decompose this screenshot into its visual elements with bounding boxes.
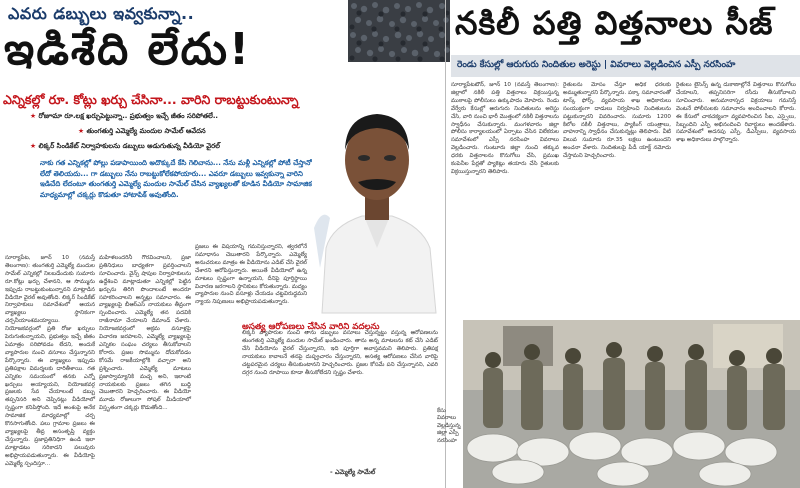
article-column: మహిళలందరినీ గౌరవించాలని, ప్రజా ప్రతినిధులు బాధ్యతగా ప్రవర్తించాలని సూచించారు. వైన్స్ షాపుల నిర్వాహకులను ఉద్దేశించి మాట్లాడుతూ ఎన్నికల్లో పెట్టిన ఖర్చును తిరిగి పొందాలంటే అందరూ సహకరించాలని అన్నట్లు సమాచారం. ఈ వ్యాఖ్యలపై బీఆర్ఎస్ నాయకులు తీవ్రంగా స్పందించారు. ఎమ్మెల్యే తన పదవికి రాజీనామా చేయాలని డిమాండ్ చేశారు. నియోజకవర్గంలో అక్రమ వసూళ్లపై విచారణ జరపాలని, ఎమ్మెల్యే వ్యాఖ్యలపై ఎన్నికల సంఘం చర్యలు తీసుకోవాలని కోరారు. ప్రజల సొమ్మును దోచుకోవడం కోసమే రాజకీయాల్లోకి వచ్చారా అని ప్రశ్నించారు. ఎమ్మెల్యే మాటలు ప్రజాస్వామ్యానికి మచ్చ అని, ఇలాంటి నాయకులకు ప్రజలు తగిన బుద్ధి చెబుతారని హెచ్చరించారు. ఈ వీడియో మూడు రోజులుగా సోషల్ మీడియాలో విస్తృతంగా చక్కర్లు కొడుతోంది... xyxy=(99,255,193,412)
article-headline: ఇడిశేది లేదు! xyxy=(4,24,252,75)
bullet-point xyxy=(30,112,218,122)
right-subheadline: రెండు కేసుల్లో ఆరుగురు నిందితుల అరెస్టు | వివరాలు వెల్లడించిన ఎస్పీ నరసింహ xyxy=(457,60,736,70)
bullet-text: లిక్కర్ సిండికేట్ నిర్వాహకులను డబ్బులు అడుగుతున్న వీడియో వైరల్ xyxy=(38,142,220,150)
bullet-text: తుంగతుర్తి ఎమ్మెల్యే మందుల సామేల్ ఆవేదన xyxy=(86,127,206,135)
photo-caption-vertical: కేసు వివరాలు వెల్లడిస్తున్న జిల్లా ఎస్పీ నరసింహ xyxy=(437,408,461,444)
photo-caption xyxy=(242,314,445,332)
red-subheadline: ఎన్నికల్లో రూ. కోట్లు ఖర్చు చేసినా... వారిని రాబట్టుకుంటున్నా xyxy=(3,92,299,107)
bullet-star-icon: ★ xyxy=(78,127,87,135)
article-column: రైతులను మోసం చేస్తూ అధిక ధరలకు అమ్ముతున్నారని పేర్కొన్నారు. పక్కా సమాచారంతో టాస్క్ ఫోర్స్, వ్యవసాయ శాఖ అధికారులు సంయుక్తంగా దాడులు నిర్వహించి నిందితులను పట్టుకున్నారని వివరించారు. సుమారు 1200 కిలోల నకిలీ విత్తనాలు, ప్యాకింగ్ యంత్రాలు, వాహనాన్ని స్వాధీనం చేసుకున్నట్లు తెలిపారు. వీటి విలువ సుమారు రూ.35 లక్షలు ఉంటుందని అంచనా వేశారు. నిందితులపై పీడీ యాక్ట్ నమోదు చేస్తామని హెచ్చరించారు. xyxy=(563,82,673,160)
article-column: ప్రజలు ఈ విషయాన్ని గమనిస్తున్నారని, త్వరలోనే సమాధానం చెబుతారని పేర్కొన్నారు. ఎమ్మెల్యే అనుచరులు మాత్రం ఈ వీడియోను ఎడిట్ చేసి వైరల్ చేశారని ఆరోపిస్తున్నారు. అయితే వీడియోలో ఉన్న మాటలు స్పష్టంగా ఉన్నాయని, దీనిపై పూర్తిస్థాయి విచారణ జరగాలని స్థానికులు కోరుతున్నారు. మద్యం వ్యాపారుల నుంచి వసూళ్లు చేయడం చట్టవిరుద్ధమని న్యాయ నిపుణులు అభిప్రాయపడుతున్నారు. xyxy=(195,244,309,306)
article-column: రైతులు లైసెన్స్ ఉన్న దుకాణాల్లోనే విత్తనాలు కొనుగోలు చేయాలని, తప్పనిసరిగా రసీదు తీసుకోవాలని సూచించారు. అనుమానాస్పద విక్రయాలు గమనిస్తే వెంటనే పోలీసులకు సమాచారం అందించాలని కోరారు. ఈ కేసులో చాకచక్యంగా వ్యవహరించిన సీఐ, ఎస్సైలు, సిబ్బందిని ఎస్పీ అభినందించి రివార్డులు అందజేశారు. సమావేశంలో అదనపు ఎస్పీ, డీఎస్పీలు, వ్యవసాయ శాఖ అధికారులు పాల్గొన్నారు. xyxy=(676,82,798,144)
article-kicker: ఎవరు డబ్బులు ఇవ్వకున్నా.. xyxy=(8,4,195,23)
police-seizure-photo xyxy=(463,320,800,488)
right-headline: నకిలీ పత్తి విత్తనాలు సీజ్ xyxy=(455,4,774,42)
bullet-point xyxy=(78,127,206,137)
article-column: సూర్యాపేట, జూన్ 10 (నమస్తే తెలంగాణ): తుంగతుర్తి ఎమ్మెల్యే మందుల సామేల్ ఎన్నికల్లో నిలబడేందుకు సుమారు రూ.కోట్లు ఖర్చు చేశానని, ఆ సొమ్మును ఇప్పుడు రాబట్టుకుంటున్నానని మాట్లాడిన వీడియో వైరల్ అవుతోంది. లిక్కర్ సిండికేట్ నిర్వాహకులు సమావేశంలో ఆయన వ్యాఖ్యలు స్థానికంగా చర్చనీయాంశమయ్యాయి. నియోజకవర్గంలో ప్రతి రోజు ఖర్చులు పెరుగుతున్నాయని, ప్రభుత్వం ఇచ్చే జీతం ఏమాత్రం సరిపోవడం లేదని, అందుకే వ్యాపారుల నుంచి వసూలు చేస్తున్నానని పేర్కొన్నారు. ఈ వ్యాఖ్యలు ఇప్పుడు ప్రతిపక్షాల విమర్శలకు దారితీశాయి. గత ఎన్నికల సమయంలో తనకు ఎన్నో ఖర్చులు అయ్యాయని, నియోజకవర్గ ప్రజలకు సేవ చేయాలంటే డబ్బు తప్పనిసరి అని చెప్పినట్లు వీడియోలో స్పష్టంగా కనిపిస్తోంది. ఇదే అంశంపై అనేక సామాజిక మాధ్యమాల్లో చర్చ కొనసాగుతోంది. పలు గ్రామాల ప్రజలు ఈ వ్యాఖ్యలపై తీవ్ర అసంతృప్తి వ్యక్తం చేస్తున్నారు. ప్రజాప్రతినిధిగా ఉండి ఇలా మాట్లాడటం సరికాదని పలువురు అభిప్రాయపడుతున్నారు. ఈ వీడియోపై ఎమ్మెల్యే స్పందిస్తూ... xyxy=(5,255,97,467)
rebuttal-text: లిక్కర్ వ్యాపారుల నుంచి తాను డబ్బులు వసూలు చేస్తున్నట్టు వస్తున్న ఆరోపణలను తుంగతుర్తి ఎమ్మెల్యే మందుల సామేల్ ఖండించారు. తాను అన్న మాటలను కట్ చేసి ఎడిట్ చేసి వీడియోను వైరల్ చేస్తున్నారని, ఇది పూర్తిగా అవాస్తవమని తెలిపారు. ప్రతిపక్ష నాయకులు కావాలనే తనపై దుష్ప్రచారం చేస్తున్నారని, అసత్య ఆరోపణలు చేసిన వారిపై చట్టపరమైన చర్యలు తీసుకుంటానని హెచ్చరించారు. ప్రజల కోసమే పని చేస్తున్నానని, ఎవరి దగ్గర నుంచి రూపాయి కూడా తీసుకోలేదని స్పష్టం చేశారు. xyxy=(242,330,440,376)
byline-signature: - ఎమ్మెల్యే సామేల్ xyxy=(330,468,376,476)
right-subheadline-band xyxy=(451,55,800,77)
mla-portrait-photo xyxy=(312,98,442,313)
bullet-point xyxy=(30,142,220,152)
article-column: సూర్యాపేటటౌన్, జూన్ 10 (నమస్తే తెలంగాణ): జిల్లాలో నకిలీ పత్తి విత్తనాలు విక్రయిస్తున్న ముఠాలపై పోలీసులు ఉక్కుపాదం మోపారు. రెండు వేర్వేరు కేసుల్లో ఆరుగురు నిందితులను అరెస్టు చేసి, వారి నుంచి భారీ మొత్తంలో నకిలీ విత్తనాలను స్వాధీనం చేసుకున్నారు. మంగళవారం జిల్లా పోలీసు కార్యాలయంలో ఏర్పాటు చేసిన విలేకరుల సమావేశంలో ఎస్పీ నరసింహ వివరాలు వెల్లడించారు. గుంటూరు జిల్లా నుంచి తక్కువ ధరకు విత్తనాలను కొనుగోలు చేసి, ప్రముఖ కంపెనీల పేర్లతో ప్యాకెట్లు తయారు చేసి రైతులకు విక్రయిస్తున్నారని తెలిపారు. xyxy=(451,82,561,175)
bullet-text: రోజూమా రూ.లక్ష ఖర్చుపెట్టున్నా.. ప్రభుత్వం ఇచ్చే జీతం సరిపోతలే.. xyxy=(38,112,218,120)
photo-caption-text: అసత్య ఆరోపణలు చేసిన వారిని వదలను xyxy=(242,322,380,332)
bullet-star-icon: ★ xyxy=(30,112,39,120)
bullet-star-icon: ★ xyxy=(30,142,39,150)
pull-quote: నాకు గత ఎన్నికల్లో పోల్లు పడాపాయింది అదొక్కుదే కేసి గెలిచాను... నేను మళ్లీ ఎన్నికల్లో పోటీ చేస్తానో లేదో తెలియదు... గా డబ్బులు నేను రాబట్టుకోలేకపోయారు... ఎవరూ డబ్బులు ఇవ్వకున్నా వారిని ఇడిచేది లేదంటూ తుంగతుర్తి ఎమ్మెల్యే మందుల సామేల్ చేసిన వ్యాఖ్యలతో కూడిన వీడియో సామాజిక మాధ్యమాల్లో చక్కర్లు కొడుతూ హాటాపిక్ అవుతోంది. xyxy=(40,159,312,199)
cotton-seeds-image xyxy=(348,0,450,62)
